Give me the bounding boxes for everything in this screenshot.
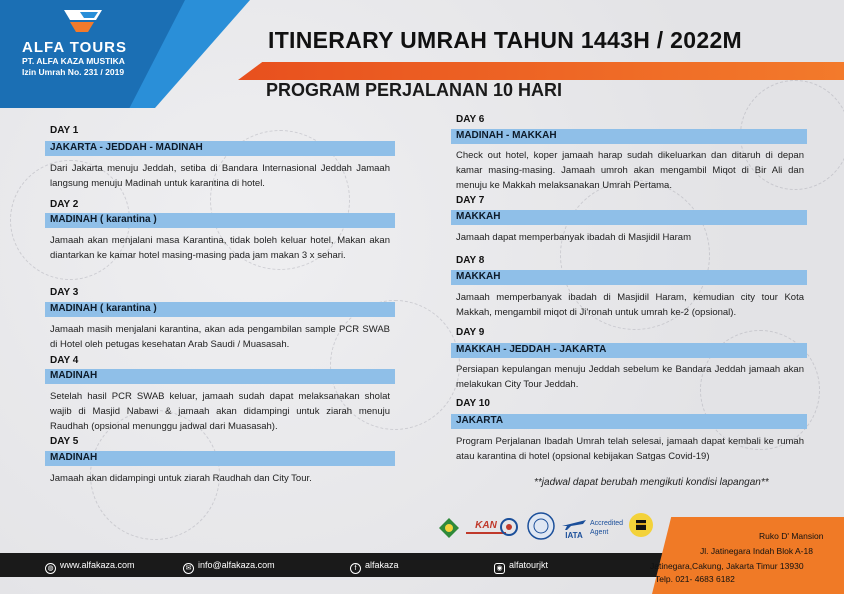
alfa-tours-logo-icon	[60, 8, 106, 38]
day-description: Jamaah akan menjalani masa Karantina, tidak boleh keluar hotel, Makan akan diantarkan ke kamar hotel masing-masing pada jam makan 3 x sehari.	[50, 235, 390, 261]
website-link[interactable]	[45, 560, 135, 574]
phone-number: Telp. 021- 4683 6182	[655, 574, 735, 584]
instagram-link[interactable]	[494, 560, 548, 574]
day-label: DAY 4	[50, 355, 79, 366]
day-description: Jamaah dapat memperbanyak ibadah di Masjidil Haram	[456, 232, 691, 243]
email-icon: ✉	[183, 563, 194, 574]
day-description: Setelah hasil PCR SWAB keluar, jamaah sudah dapat melaksanakan sholat wajib di Masjid Nabawi & jamaah akan didampingi untuk ziarah menuju Raudhah (opsional menunggu jadwal dari Muasasah).	[50, 391, 390, 432]
day-description: Check out hotel, koper jamaah harap sudah dikeluarkan dan ditaruh di depan kamar masing-masing. Jamaah umroh akan mengambil Miqot di Bir Ali dan menuju ke Makkah melaksanakan Umrah Pertama.	[456, 150, 804, 191]
iata-text: IATA	[565, 531, 583, 540]
day-route-bar: MADINAH ( karantina )	[45, 302, 395, 317]
website-text: www.alfakaza.com	[60, 560, 135, 570]
iata-plane-icon	[561, 517, 587, 531]
day-description: Jamaah akan didampingi untuk ziarah Raudhah dan City Tour.	[50, 473, 312, 484]
globe-icon: ◍	[45, 563, 56, 574]
kan-text: KAN	[475, 520, 497, 531]
day-label: DAY 8	[456, 255, 485, 266]
day-description: Dari Jakarta menuju Jeddah, setiba di Bandara Internasional Jeddah Jamaah langsung menuju Madinah untuk karantina di hotel.	[50, 163, 390, 189]
email-text: info@alfakaza.com	[198, 560, 275, 570]
day-route-bar: MAKKAH	[451, 270, 807, 285]
day-route-bar: MADINAH ( karantina )	[45, 213, 395, 228]
day-route-bar: MADINAH	[45, 451, 395, 466]
accredited-agent-label	[590, 519, 626, 537]
day-label: DAY 1	[50, 125, 79, 136]
day-label: DAY 9	[456, 327, 485, 338]
day-label: DAY 7	[456, 195, 485, 206]
day-route-bar: JAKARTA	[451, 414, 807, 429]
day-route-bar: MAKKAH - JEDDAH - JAKARTA	[451, 343, 807, 358]
ministry-emblem-icon	[438, 517, 460, 539]
instagram-text: alfatourjkt	[509, 560, 549, 570]
kaaba-emblem-icon	[628, 512, 654, 538]
day-route-bar: MADINAH - MAKKAH	[451, 129, 807, 144]
day-label: DAY 2	[50, 199, 79, 210]
day-description: Program Perjalanan Ibadah Umrah telah selesai, jamaah dapat kembali ke rumah atau karantina di hotel (opsional kebijakan Satgas Covid-19)	[456, 436, 804, 462]
address-line-3: Jatinegara,Cakung, Jakarta Timur 13930	[650, 561, 804, 571]
company-name: PT. ALFA KAZA MUSTIKA	[22, 56, 125, 66]
day-description: Jamaah masih menjalani karantina, akan ada pengambilan sample PCR SWAB di Hotel oleh petugas kesehatan Arab Saudi / Muasasah.	[50, 324, 390, 350]
address-line-1: Ruko D' Mansion	[759, 531, 824, 541]
email-link[interactable]	[183, 560, 275, 574]
day-route-bar: MADINAH	[45, 369, 395, 384]
day-label: DAY 6	[456, 114, 485, 125]
day-description: Persiapan kepulangan menuju Jeddah sebelum ke Bandara Jeddah jamaah akan melakukan City Tour Jeddah.	[456, 364, 804, 390]
day-route-bar: MAKKAH	[451, 210, 807, 225]
facebook-link[interactable]	[350, 560, 399, 574]
agent-text: Agent	[590, 529, 609, 536]
accredited-text: Accredited	[590, 520, 624, 527]
brand-name: ALFA TOURS	[22, 39, 128, 56]
day-label: DAY 10	[456, 398, 490, 409]
certification-badge-icon	[500, 518, 518, 536]
association-seal-icon	[527, 512, 555, 540]
schedule-note: **jadwal dapat berubah mengikuti kondisi lapangan**	[534, 477, 769, 488]
title-divider	[238, 62, 844, 80]
instagram-icon: ◉	[494, 563, 505, 574]
day-route-bar: JAKARTA - JEDDAH - MADINAH	[45, 141, 395, 156]
page-subtitle: PROGRAM PERJALANAN 10 HARI	[266, 80, 563, 100]
facebook-icon: f	[350, 563, 361, 574]
day-label: DAY 5	[50, 436, 79, 447]
address-line-2: Jl. Jatinegara Indah Blok A-18	[700, 546, 813, 556]
page-title: ITINERARY UMRAH TAHUN 1443H / 2022M	[268, 27, 743, 53]
permit-number: Izin Umrah No. 231 / 2019	[22, 67, 125, 77]
facebook-text: alfakaza	[365, 560, 399, 570]
day-label: DAY 3	[50, 287, 79, 298]
day-description: Jamaah memperbanyak ibadah di Masjidil Haram, kemudian city tour Kota Makkah, mengambil miqot di Ji'ronah untuk umrah ke-2 (opsional).	[456, 292, 804, 318]
